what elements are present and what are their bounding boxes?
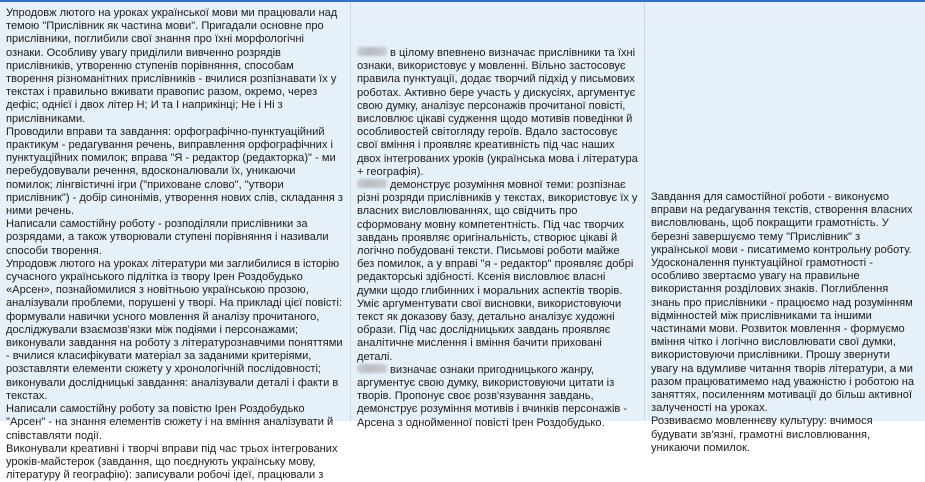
column-topics [0,2,351,482]
redacted-name [357,364,387,373]
topics-paragraph: Написали самостійну роботу за повістю Ірен Роздобудько "Арсен" - на знання елементів сюжету і на вміння аналізувати й співставляти події. [6,403,334,442]
assessment-text: визначає ознаки пригодницького жанру, аргументує свою думку, використовуючи цитати із творів. Пропонує своє розв'язування завдань, демонструє розуміння мотивів і вчинків персонажів - Арсена з однойменної повісті Ірен Роздобудько. [357,363,628,429]
topics-paragraph: Проводили вправи та завдання: орфографічно-пунктуаційний практикум - редагування речень, виправлення орфографічних і пунктуаційних помилок; вправа "Я - редактор (редакторка)" - ми перебудовували речення, вдосконалювали їх, уникаючи помилок; лінгвістичні ігри ("приховане слово", "утвори прислівник") - добір синонімів, утворення нових слів, складання з ними речень. [6,125,343,218]
report-table [0,2,925,482]
topics-paragraph: Написали самостійну роботу - розподіляли прислівники за розрядами, а також утворювали ступені порівняння і називали способи творення. [6,218,329,257]
assessment-paragraph [357,179,638,364]
topics-paragraph: Упродовж лютого на уроках української мови ми працювали над темою "Прислівник як частина мови". Пригадали основне про прислівники, поглибили свої знання про їхні морфологічні ознаки. Особливу увагу приділили вивченно розрядів прислівників, утворенню ступенів порівняння, способам творення різноманітних прислівників - вчилися розпізнавати їх у текстах і правильно вживати правопис разом, окремо, через дефіс; однієї і двох літер Н; И та І наприкінці; Не і Ні з прислівниками. [6,7,338,125]
recommendation-paragraph: Завдання для самостійної роботи - виконуємо вправи на редагування текстів, створення власних висловлювань, щоб покращити грамотність. У березні завершуємо тему "Прислівник" з української мови - писатимемо контрольну роботу. [651,191,913,256]
assessment-text: в цілому впевнено визначає прислівники та їхні ознаки, використовує у мовленні. Вільно застосовує правила пунктуації, додає творчий підхід у письмових роботах. Активно бере участь у дискусіях, аргументує свою думку, аналізує персонажів прочитаної повісті, висловлює цікаві судження щодо мотивів поведінки й особливостей світогляду героїв. Вдало застосовує свої вміння і проявляє креативність під час наших двох інтегрованих уроків (українська мова і література + географія). [357,47,638,178]
recommendation-paragraph: Удосконалення пунктуаційної грамотності - особливо звертаємо увагу на правильне використання розділових знаків. Поглиблення знань про прислівники - працюємо над розумінням відмінностей між прислівниками та іншими частинами мови. Розвиток мовлення - формуємо вміння чітко і логічно висловлювати свої думки, використовуючи прислівники. Прошу звернути увагу на вдумливе читання творів літератури, а ми разом працюватимемо над уважністю і роботою на заняттях, посиленням мотивації до більш активної залученості на уроках. [651,257,915,415]
redacted-name [357,47,387,56]
redacted-name [357,179,387,188]
assessment-paragraph [357,47,638,179]
column-student-assessment [351,2,645,429]
column-recommendations [645,2,925,454]
assessment-text: демонструє розуміння мовної теми: розпізнає різні розряди прислівників у текстах, використовує їх у власних висловлюваннях, що свідчить про сформовану мовну компетентність. Під час творчих завдань проявляє оригінальність, створює цікаві й логічно побудовані тексти. Письмові роботи майже без помилок, а у вправі "я - редактор" проявляє добрі редакторські здібності. Ксенія висловлює власні думки щодо глибинних і моральних аспектів творів. Уміє аргументувати свої висновки, використовуючи текст як доказову базу, детально аналізує художні образи. Під час дослідницьких завдань проявляє аналітичне мислення і вміння бачити приховані деталі. [357,179,638,363]
assessment-paragraph [357,364,638,430]
topics-paragraph: Виконували креативні і творчі вправи під час трьох інтегрованих уроків-майстерок (завдання, що поєднують українську мову, літературу й географію): записували робочі ідеї, працювали з [6,442,338,482]
topics-paragraph: Упродовж лютого на уроках літератури ми заглибилися в історію сучасного українського підлітка із твору Ірен Роздобудько «Арсен», познайомилися з новітньою українською прозою, аналізували проблеми, порушені у творі. На прикладі цієї повісті: формували навички усного мовлення й аналізу прочитаного, досліджували взаємозв'язки між подіями і персонажами; виконували завдання на роботу з літературознавчими поняттями - вчилися класифікувати матеріал за заданими критеріями, розставляти елементи сюжету у хронологічній послідовності; виконували дослідницькі завдання: аналізували деталі і факти в текстах. [6,257,343,402]
recommendation-paragraph: Розвиваємо мовленнєву культуру: вчимося будувати зв'язні, грамотні висловлювання, уникаючи помилок. [651,415,873,454]
